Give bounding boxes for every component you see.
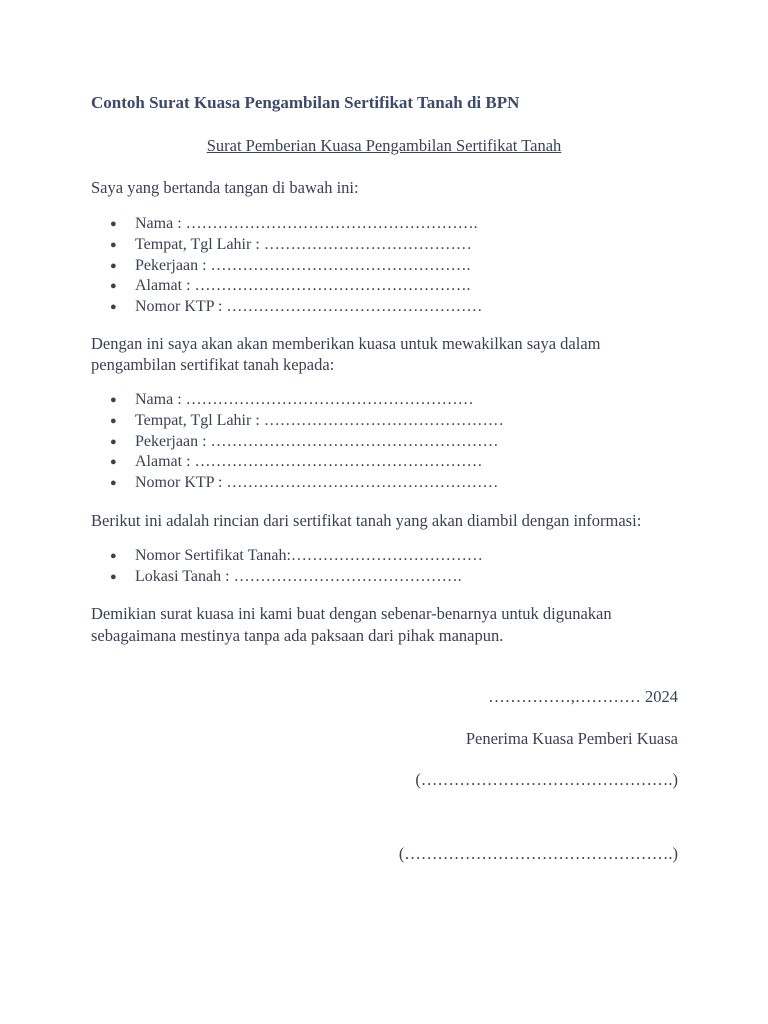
bullet-icon: ● <box>110 550 117 562</box>
list-item: ● Lokasi Tanah : ……………………………………. <box>110 567 483 588</box>
list-item: ● Alamat : ……………………………………………. <box>110 276 482 297</box>
bullet-icon: ● <box>110 280 117 293</box>
list-item: ● Nama : ……………………………………………… <box>110 390 504 411</box>
certificate-field-list <box>110 546 483 588</box>
document-subtitle: Surat Pemberian Kuasa Pengambilan Sertifikat Tanah <box>206 136 562 155</box>
bullet-icon: ● <box>110 394 117 406</box>
list-item: ● Tempat, Tgl Lahir : ………………………………… <box>110 235 482 256</box>
signature-line-grantor: (………………………………………….) <box>398 844 678 863</box>
bullet-icon: ● <box>110 456 117 469</box>
grantor-field-list <box>110 214 482 318</box>
list-item: ● Alamat : ……………………………………………… <box>110 452 504 473</box>
bullet-icon: ● <box>110 238 117 251</box>
closing-line-1: Demikian surat kuasa ini kami buat dengan sebenar-benarnya untuk digunakan <box>91 604 612 623</box>
document-title: Contoh Surat Kuasa Pengambilan Sertifikat Tanah di BPN <box>91 93 520 112</box>
bullet-icon: ● <box>110 259 117 272</box>
statement-line-2: pengambilan sertifikat tanah kepada: <box>91 355 335 374</box>
bullet-icon: ● <box>110 218 117 230</box>
list-item: ● Tempat, Tgl Lahir : ……………………………………… <box>110 411 504 432</box>
list-item: ● Nomor KTP : ………………………………………… <box>110 297 482 318</box>
closing-line-2: sebagaimana mestinya tanpa ada paksaan dari pihak manapun. <box>91 626 504 645</box>
signature-labels: Penerima Kuasa Pemberi Kuasa <box>465 729 678 748</box>
bullet-icon: ● <box>110 435 117 448</box>
statement-line-1: Dengan ini saya akan akan memberikan kuasa untuk mewakilkan saya dalam <box>91 334 601 353</box>
date-line: ……………,………… 2024 <box>488 687 678 706</box>
list-item: ● Nomor Sertifikat Tanah:……………………………… <box>110 546 483 567</box>
list-item: ● Nomor KTP : …………………………………………… <box>110 473 504 494</box>
grantee-field-list <box>110 390 504 494</box>
list-item: ● Pekerjaan : ……………………………………………… <box>110 432 504 453</box>
bullet-icon: ● <box>110 301 117 314</box>
bullet-icon: ● <box>110 570 117 583</box>
list-item: ● Pekerjaan : …………………………………………. <box>110 256 482 277</box>
bullet-icon: ● <box>110 477 117 490</box>
details-intro-text: Berikut ini adalah rincian dari sertifikat tanah yang akan diambil dengan informasi: <box>91 511 642 530</box>
signature-line-recipient: (……………………………………….) <box>415 770 678 789</box>
bullet-icon: ● <box>110 414 117 427</box>
list-item: ● Nama : ………………………………………………. <box>110 214 482 235</box>
intro-text: Saya yang bertanda tangan di bawah ini: <box>91 178 359 197</box>
